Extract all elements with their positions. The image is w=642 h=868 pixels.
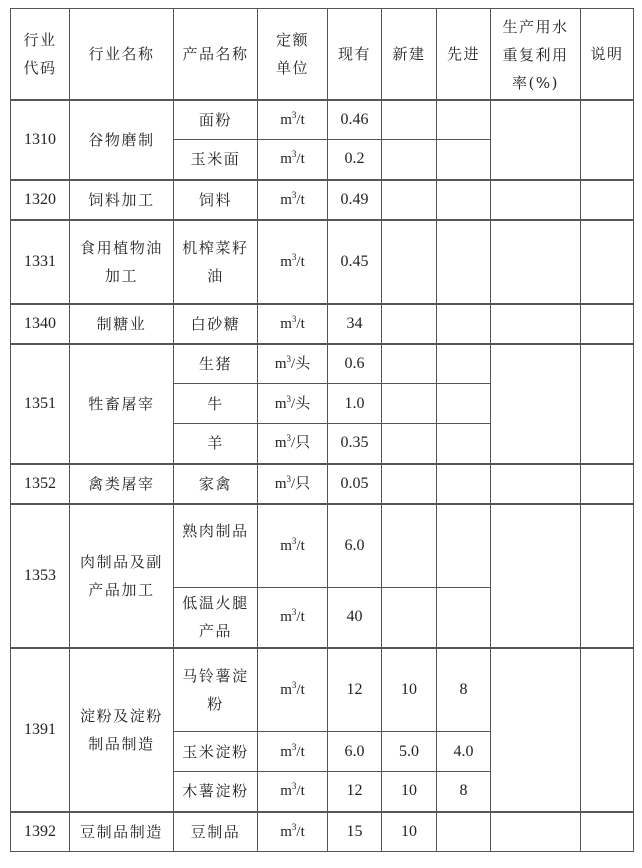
new-value xyxy=(382,344,437,384)
header-row xyxy=(11,9,634,100)
industry-name: 豆制品制造 xyxy=(70,812,174,852)
advanced-value xyxy=(437,100,491,140)
quota-unit: $m^3/$头 xyxy=(258,344,328,384)
product-name: 玉米面 xyxy=(174,140,258,180)
existing-value: 0.45 xyxy=(328,220,382,304)
advanced-value xyxy=(437,424,491,464)
reuse-rate xyxy=(491,344,581,464)
water-quota-table xyxy=(10,8,634,852)
advanced-value xyxy=(437,220,491,304)
note xyxy=(581,464,634,504)
reuse-rate xyxy=(491,180,581,220)
reuse-rate xyxy=(491,100,581,180)
existing-value: 0.46 xyxy=(328,100,382,140)
quota-unit: $m^3/t$ xyxy=(258,504,328,588)
reuse-rate xyxy=(491,220,581,304)
product-name: 低温火腿产品 xyxy=(174,588,258,648)
existing-value: 6.0 xyxy=(328,504,382,588)
industry-code: 1391 xyxy=(11,648,70,812)
table-row xyxy=(11,304,634,344)
product-name: 白砂糖 xyxy=(174,304,258,344)
header-existing: 现有 xyxy=(328,9,382,100)
quota-unit: $m^3/t$ xyxy=(258,180,328,220)
industry-name: 肉制品及副产品加工 xyxy=(70,504,174,648)
note xyxy=(581,344,634,464)
table-row xyxy=(11,180,634,220)
existing-value: 34 xyxy=(328,304,382,344)
product-name: 机榨菜籽油 xyxy=(174,220,258,304)
reuse-rate xyxy=(491,812,581,852)
table-row xyxy=(11,344,634,384)
existing-value: 0.2 xyxy=(328,140,382,180)
note xyxy=(581,812,634,852)
industry-name: 禽类屠宰 xyxy=(70,464,174,504)
industry-code: 1351 xyxy=(11,344,70,464)
quota-unit: $m^3/t$ xyxy=(258,732,328,772)
header-unit: 定额单位 xyxy=(258,9,328,100)
advanced-value xyxy=(437,504,491,588)
advanced-value xyxy=(437,812,491,852)
product-name: 牛 xyxy=(174,384,258,424)
header-note: 说明 xyxy=(581,9,634,100)
quota-unit: $m^3/t$ xyxy=(258,100,328,140)
note xyxy=(581,648,634,812)
new-value xyxy=(382,588,437,648)
table-row xyxy=(11,464,634,504)
existing-value: 15 xyxy=(328,812,382,852)
industry-code: 1353 xyxy=(11,504,70,648)
header-code: 行业代码 xyxy=(11,9,70,100)
quota-unit: $m^3/t$ xyxy=(258,648,328,732)
table-row xyxy=(11,100,634,140)
product-name: 羊 xyxy=(174,424,258,464)
advanced-value: 8 xyxy=(437,648,491,732)
new-value xyxy=(382,384,437,424)
note xyxy=(581,180,634,220)
industry-code: 1331 xyxy=(11,220,70,304)
quota-unit: $m^3/t$ xyxy=(258,812,328,852)
table-row xyxy=(11,504,634,588)
quota-unit: $m^3/t$ xyxy=(258,140,328,180)
quota-unit: $m^3/t$ xyxy=(258,304,328,344)
header-industry: 行业名称 xyxy=(70,9,174,100)
product-name: 家禽 xyxy=(174,464,258,504)
new-value xyxy=(382,504,437,588)
quota-unit: $m^3/t$ xyxy=(258,220,328,304)
industry-name: 谷物磨制 xyxy=(70,100,174,180)
existing-value: 40 xyxy=(328,588,382,648)
industry-name: 牲畜屠宰 xyxy=(70,344,174,464)
product-name: 马铃薯淀粉 xyxy=(174,648,258,732)
advanced-value xyxy=(437,384,491,424)
quota-unit: $m^3/$头 xyxy=(258,384,328,424)
table-row xyxy=(11,648,634,732)
new-value: 10 xyxy=(382,812,437,852)
advanced-value xyxy=(437,140,491,180)
new-value: 10 xyxy=(382,648,437,732)
new-value xyxy=(382,220,437,304)
advanced-value xyxy=(437,180,491,220)
advanced-value: 8 xyxy=(437,772,491,812)
note xyxy=(581,100,634,180)
industry-code: 1310 xyxy=(11,100,70,180)
existing-value: 0.49 xyxy=(328,180,382,220)
reuse-rate xyxy=(491,648,581,812)
industry-code: 1340 xyxy=(11,304,70,344)
new-value xyxy=(382,140,437,180)
existing-value: 6.0 xyxy=(328,732,382,772)
industry-name: 制糖业 xyxy=(70,304,174,344)
product-name: 饲料 xyxy=(174,180,258,220)
quota-unit: $m^3/$只 xyxy=(258,424,328,464)
new-value: 10 xyxy=(382,772,437,812)
header-new: 新建 xyxy=(382,9,437,100)
advanced-value xyxy=(437,588,491,648)
advanced-value xyxy=(437,344,491,384)
existing-value: 0.05 xyxy=(328,464,382,504)
existing-value: 12 xyxy=(328,648,382,732)
product-name: 玉米淀粉 xyxy=(174,732,258,772)
reuse-rate xyxy=(491,504,581,648)
industry-name: 饲料加工 xyxy=(70,180,174,220)
product-name: 木薯淀粉 xyxy=(174,772,258,812)
quota-unit: $m^3/t$ xyxy=(258,588,328,648)
header-product: 产品名称 xyxy=(174,9,258,100)
existing-value: 12 xyxy=(328,772,382,812)
existing-value: 0.6 xyxy=(328,344,382,384)
advanced-value xyxy=(437,464,491,504)
new-value xyxy=(382,180,437,220)
industry-name: 食用植物油加工 xyxy=(70,220,174,304)
industry-name: 淀粉及淀粉制品制造 xyxy=(70,648,174,812)
new-value xyxy=(382,304,437,344)
note xyxy=(581,220,634,304)
product-name: 生猪 xyxy=(174,344,258,384)
quota-unit: $m^3/$只 xyxy=(258,464,328,504)
product-name: 熟肉制品 xyxy=(174,504,258,588)
new-value: 5.0 xyxy=(382,732,437,772)
advanced-value xyxy=(437,304,491,344)
note xyxy=(581,304,634,344)
new-value xyxy=(382,424,437,464)
note xyxy=(581,504,634,648)
quota-unit: $m^3/t$ xyxy=(258,772,328,812)
table-row xyxy=(11,220,634,304)
existing-value: 1.0 xyxy=(328,384,382,424)
new-value xyxy=(382,464,437,504)
industry-code: 1352 xyxy=(11,464,70,504)
existing-value: 0.35 xyxy=(328,424,382,464)
header-reuse: 生产用水重复利用率(%) xyxy=(491,9,581,100)
reuse-rate xyxy=(491,304,581,344)
reuse-rate xyxy=(491,464,581,504)
industry-code: 1392 xyxy=(11,812,70,852)
advanced-value: 4.0 xyxy=(437,732,491,772)
product-name: 豆制品 xyxy=(174,812,258,852)
product-name: 面粉 xyxy=(174,100,258,140)
industry-code: 1320 xyxy=(11,180,70,220)
header-advanced: 先进 xyxy=(437,9,491,100)
table-row xyxy=(11,812,634,852)
new-value xyxy=(382,100,437,140)
